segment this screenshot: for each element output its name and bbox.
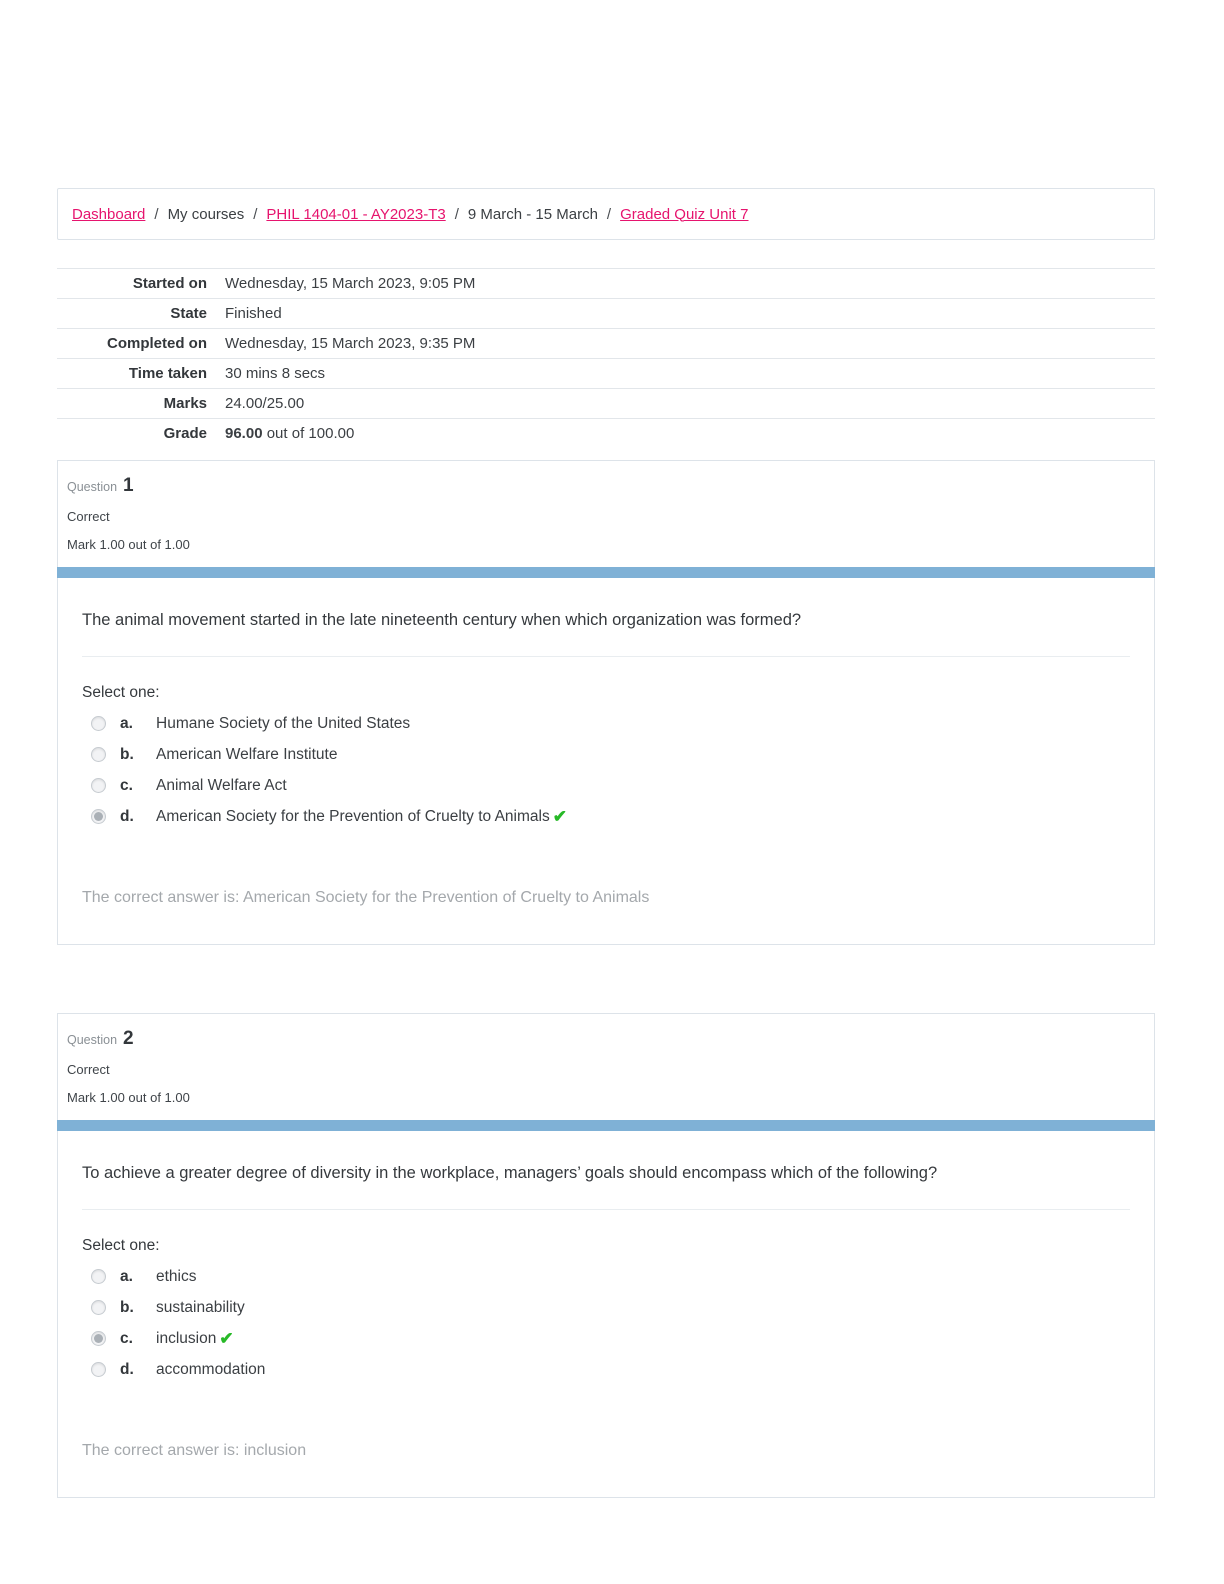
breadcrumb-separator: /	[253, 205, 258, 223]
quiz-summary-table	[57, 268, 1155, 448]
question-1-block	[57, 460, 1155, 945]
answer-option-b	[82, 1292, 1130, 1323]
option-text: American Welfare Institute	[156, 745, 338, 763]
option-text: inclusion	[156, 1329, 217, 1347]
page-content	[57, 0, 1155, 1498]
breadcrumb-link-quiz[interactable]: Graded Quiz Unit 7	[620, 205, 749, 223]
answer-options	[82, 708, 1130, 832]
option-letter: d.	[120, 807, 134, 825]
question-info-panel	[58, 461, 1154, 567]
option-text: ethics	[156, 1267, 197, 1285]
summary-label: Marks	[163, 395, 207, 412]
question-text: To achieve a greater degree of diversity in the workplace, managers’ goals should encompass which of the following?	[82, 1164, 938, 1182]
radio-button[interactable]	[91, 1362, 106, 1377]
summary-value: Wednesday, 15 March 2023, 9:35 PM	[225, 335, 476, 352]
summary-label: Time taken	[128, 365, 207, 382]
option-letter: a.	[120, 714, 133, 732]
option-letter: c.	[120, 1329, 133, 1347]
summary-row-time-taken	[57, 358, 1155, 388]
question-formulation	[58, 578, 1154, 944]
answer-option-a	[82, 1261, 1130, 1292]
question-number: 1	[123, 475, 134, 496]
summary-row-marks	[57, 388, 1155, 418]
summary-row-state	[57, 298, 1155, 328]
summary-row-started	[57, 268, 1155, 298]
radio-button[interactable]	[91, 716, 106, 731]
radio-button[interactable]	[91, 747, 106, 762]
question-divider	[82, 1209, 1130, 1210]
summary-value: 30 mins 8 secs	[225, 365, 326, 382]
answer-option-d	[82, 801, 1130, 832]
summary-value: 24.00/25.00	[225, 395, 305, 412]
select-one-label: Select one:	[82, 1237, 160, 1254]
answer-option-c	[82, 1323, 1130, 1354]
radio-button[interactable]	[91, 778, 106, 793]
summary-label: Grade	[163, 425, 207, 442]
question-number: 2	[123, 1028, 134, 1049]
option-letter: a.	[120, 1267, 133, 1285]
summary-value	[225, 425, 354, 442]
question-accent-bar	[57, 567, 1155, 578]
option-text: sustainability	[156, 1298, 245, 1316]
summary-row-grade	[57, 418, 1155, 448]
option-text: accommodation	[156, 1360, 266, 1378]
question-mark: Mark 1.00 out of 1.00	[67, 537, 190, 552]
question-accent-bar	[57, 1120, 1155, 1131]
answer-option-c	[82, 770, 1130, 801]
option-letter: b.	[120, 745, 134, 763]
option-text: Animal Welfare Act	[156, 776, 287, 794]
question-info-panel	[58, 1014, 1154, 1120]
option-text: Humane Society of the United States	[156, 714, 411, 732]
question-text: The animal movement started in the late nineteenth century when which organization was formed?	[82, 611, 802, 629]
option-letter: d.	[120, 1360, 134, 1378]
summary-value: Wednesday, 15 March 2023, 9:05 PM	[225, 275, 476, 292]
option-text: American Society for the Prevention of Cruelty to Animals	[156, 807, 550, 825]
radio-button[interactable]	[91, 1269, 106, 1284]
breadcrumb-separator: /	[454, 205, 459, 223]
question-state: Correct	[67, 509, 110, 524]
question-mark: Mark 1.00 out of 1.00	[67, 1090, 190, 1105]
breadcrumb-separator: /	[154, 205, 159, 223]
breadcrumb-link-course[interactable]: PHIL 1404-01 - AY2023-T3	[266, 205, 446, 223]
option-letter: b.	[120, 1298, 134, 1316]
option-letter: c.	[120, 776, 133, 794]
question-divider	[82, 656, 1130, 657]
grade-out-of: out of 100.00	[262, 425, 355, 442]
breadcrumb-item-week: 9 March - 15 March	[467, 205, 598, 223]
question-number-label: Question	[67, 1033, 118, 1047]
radio-button[interactable]	[91, 1300, 106, 1315]
grade-number: 96.00	[225, 425, 263, 442]
breadcrumb-separator: /	[606, 205, 612, 223]
radio-button-selected[interactable]	[91, 809, 106, 824]
radio-button-selected[interactable]	[91, 1331, 106, 1346]
summary-row-completed	[57, 328, 1155, 358]
answer-option-a	[82, 708, 1130, 739]
breadcrumb-link-dashboard[interactable]: Dashboard	[72, 205, 146, 223]
summary-label: Started on	[132, 275, 207, 292]
answer-option-d	[82, 1354, 1130, 1385]
summary-value: Finished	[225, 305, 282, 322]
question-state: Correct	[67, 1062, 110, 1077]
breadcrumb-item-my-courses: My courses	[167, 205, 245, 223]
correct-check-icon: ✔	[219, 1329, 234, 1348]
select-one-label: Select one:	[82, 684, 160, 701]
correct-answer-feedback: The correct answer is: American Society for the Prevention of Cruelty to Animals	[82, 889, 650, 906]
correct-check-icon: ✔	[552, 807, 567, 826]
answer-option-b	[82, 739, 1130, 770]
question-formulation	[58, 1131, 1154, 1497]
summary-label: State	[170, 305, 207, 322]
question-2-block	[57, 1013, 1155, 1498]
summary-label: Completed on	[107, 335, 207, 352]
question-number-label: Question	[67, 480, 118, 494]
answer-options	[82, 1261, 1130, 1385]
breadcrumb	[57, 188, 1155, 240]
correct-answer-feedback: The correct answer is: inclusion	[82, 1442, 307, 1459]
